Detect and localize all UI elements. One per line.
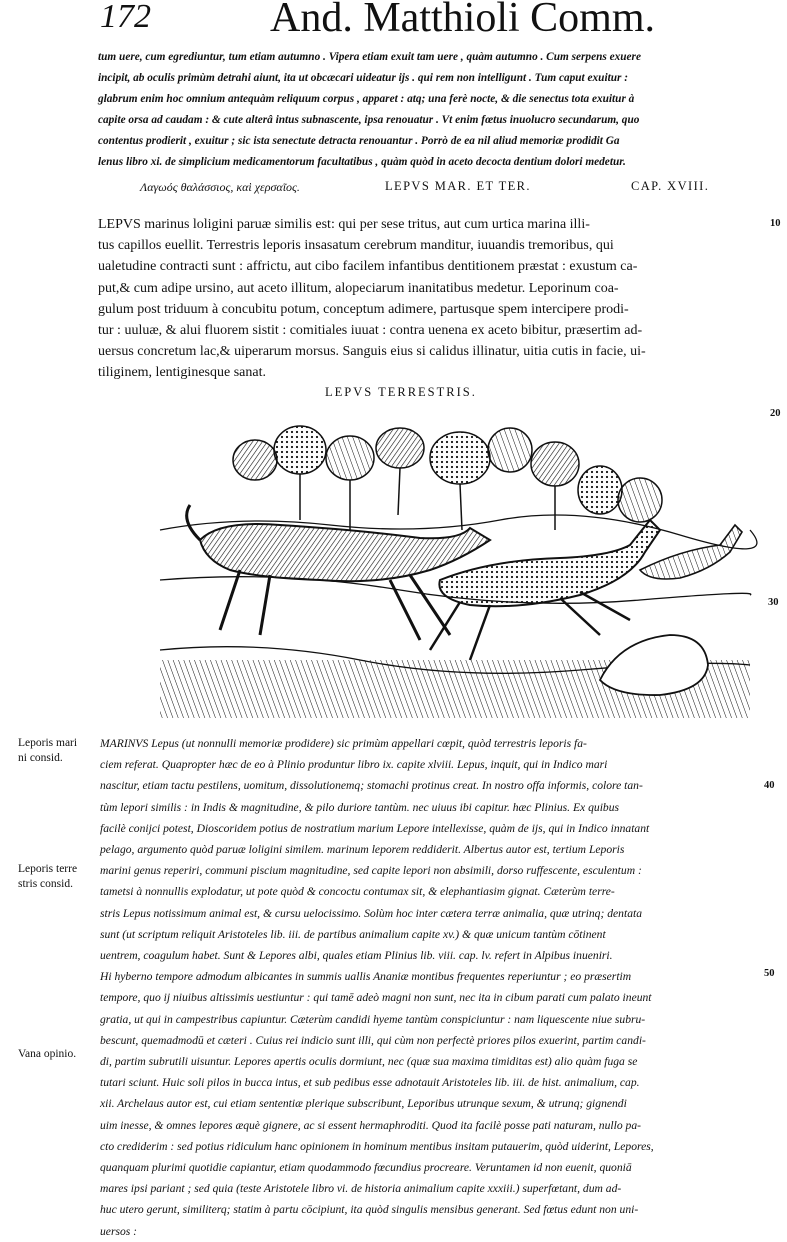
text-line: bescunt, quemadmodū et cæteri . Cuius rei indicio sunt illi, qui cùm non perfectè priores pilos exuerint, partim candi- bbox=[100, 1033, 646, 1047]
top-paragraph bbox=[98, 47, 768, 173]
text-line: contentus prodierit , exuitur ; sic ista senectute detracta renouantur . Porrò de ea nil aliud memoriæ prodidit Ga bbox=[98, 135, 620, 147]
greek-heading: Λαγωός θαλάσσιος, καὶ χερσαῖος. bbox=[140, 180, 300, 194]
running-head: And. Matthioli Comm. bbox=[270, 0, 656, 41]
text-line: uersus concretum lac,& uiperarum morsus. Sanguis eius si calidus illinatur, uitia cutis in facie, ui- bbox=[98, 344, 646, 360]
chapter-title: LEPVS MAR. ET TER. bbox=[385, 179, 531, 193]
text-line: tametsi à nonnullis explodatur, ut pote quòd & concoctu contumax sit, & elephantiasim gignat. Cæterùm terre- bbox=[100, 885, 615, 899]
text-line: tur : uuluæ, & alui fluorem sistit : comitiales iuuat : contra uenena ex aceto bibitur, præsertim ad- bbox=[98, 323, 643, 339]
text-line: nascitur, etiam tactu pestilens, uomitum, dissolutionemq; stomachi protinus creat. In nostro offa informis, colore tan- bbox=[100, 779, 643, 793]
text-line: ciem referat. Quapropter hæc de eo à Plinio produntur libro ix. capite xlviii. Lepus, inquit, qui in Indico mari bbox=[100, 758, 608, 772]
text-line: mares ipsi pariant ; sed quia (teste Aristotele libro vi. de historia animalium capite xxxiii.) superfœtant, dum ad- bbox=[100, 1182, 622, 1196]
text-line: cto crediderim : sed potius ridiculum hanc opinionem in hominum mentibus insitam putauerim, quòd uiderint, Lepores, bbox=[100, 1139, 654, 1153]
text-line: di, partim subrutili uisuntur. Lepores apertis oculis dormiunt, nec (quæ sua maxima timiditas est) alio quàm fuga se bbox=[100, 1055, 638, 1069]
text-line: tum uere, cum egrediuntur, tum etiam autumno . Vipera etiam exuit tam uere , quàm autumno . Cum serpens exuere bbox=[98, 51, 641, 63]
line-number: 50 bbox=[764, 968, 775, 979]
text-line: LEPVS marinus loligini paruæ similis est: qui per sese tritus, aut cum urtica marina illi- bbox=[98, 217, 590, 232]
woodcut-illustration bbox=[160, 420, 750, 718]
text-line: glabrum enim hoc omnium antequàm reliquum corpus , apparet : atq; una ferè nocte, & die senectus tota exuitur à bbox=[98, 93, 635, 105]
illustration-caption: LEPVS TERRESTRIS. bbox=[325, 385, 477, 399]
text-line: put,& cum adipe ursino, aut aceto illitum, alopeciarum inanitatibus medetur. Leporinum coa- bbox=[98, 280, 619, 296]
margin-note-line: Leporis mari bbox=[18, 737, 78, 749]
text-line: uersos : bbox=[100, 1224, 138, 1238]
text-line: tus capillos euellit. Terrestris leporis insasatum cerebrum manditur, iuuandis tremoribus, qui bbox=[98, 238, 614, 254]
text-line: xii. Archelaus autor est, cui etiam sententiæ plerique subscribunt, Leporibus utrunque sexum, & utrunq; gignendi bbox=[100, 1097, 627, 1111]
text-line: lenus libro xi. de simplicium medicamentorum facultatibus , quàm quòd in aceto decocta dentium dolori medetur. bbox=[98, 156, 626, 168]
text-line: marini genus reperiri, communi piscium magnitudine, sed capite lepori non absimili, dorso ruffescente, esculentum : bbox=[100, 864, 642, 878]
main-paragraph bbox=[98, 214, 768, 384]
line-number: 30 bbox=[768, 597, 779, 608]
line-number: 10 bbox=[770, 218, 781, 229]
text-line: sunt (ut scriptum reliquit Aristoteles lib. iii. de partibus animalium capite xv.) & quæ unicum tantùm cōtinent bbox=[100, 927, 606, 941]
margin-note-marini bbox=[18, 736, 77, 766]
text-line: gulum post triduum à concubitu potum, conceptum adimere, partusque spem intercipere prodi- bbox=[98, 301, 629, 317]
text-line: huc utero gerunt, similiterq; statim à partu cōcipiunt, ita quòd singulis mensibus generant. Sed fœtus edunt non uni- bbox=[100, 1203, 639, 1217]
margin-note-line: stris consid. bbox=[18, 878, 73, 890]
text-line: tutari sciunt. Huic soli pilos in bucca intus, et sub pedibus esse adnotauit Aristoteles lib. iii. de hist. animalium, cap. bbox=[100, 1076, 640, 1090]
margin-note-terrestris bbox=[18, 862, 77, 892]
margin-note-line: Vana opinio. bbox=[18, 1048, 77, 1060]
text-line: facilè conijci potest, Dioscoridem potius de nostratium marium Lepore intellexisse, quàm de ijs, qui in Indico innatant bbox=[100, 821, 650, 835]
chapter-number: CAP. XVIII. bbox=[631, 179, 710, 193]
text-line: pelago, argumento quòd paruæ loligini similem. marinum leporem reddiderit. Albertus autor est, tertium Leporis bbox=[100, 843, 625, 857]
line-number: 40 bbox=[764, 780, 775, 791]
margin-note-vana-opinio bbox=[18, 1047, 76, 1062]
chapter-heading bbox=[140, 178, 760, 200]
margin-note-line: Leporis terre bbox=[18, 863, 78, 875]
text-line: gratia, ut qui in campestribus capiuntur. Cæterùm candidi hyeme tantùm conspiciuntur : nam liquescente niue subru- bbox=[100, 1012, 646, 1026]
text-line: tiliginem, lentiginesque sanat. bbox=[98, 365, 266, 381]
page-number: 172 bbox=[100, 0, 151, 35]
commentary-text bbox=[100, 733, 770, 1242]
text-line: ualetudine contracti sunt : affrictu, aut cibo facilem infantibus dentitionem præstat : exustum ca- bbox=[98, 259, 638, 275]
text-line: MARINVS Lepus (ut nonnulli memoriæ prodidere) sic primùm appellari cœpit, quòd terrestris leporis fa- bbox=[100, 737, 587, 750]
text-line: tùm lepori similis : in Indis & magnitudine, & pilo duriore tantùm. nec uiuus ibi capitur. hæc Plinius. Ex quibus bbox=[100, 800, 620, 814]
text-line: uentrem, coagulum habet. Sunt & Lepores albi, quales etiam Plinius lib. viii. cap. lv. refert in Alpibus inueniri. bbox=[100, 949, 613, 963]
line-number: 20 bbox=[770, 408, 781, 419]
text-line: capite orsa ad caudam : & cute alterâ intus subnascente, ipsa renouatur . Vt enim fœtus inuolucro secundarum, quo bbox=[98, 114, 640, 126]
text-line: stris Lepus notissimum animal est, & cursu uelocissimo. Solùm hoc inter cætera terræ animalia, quæ utrinq; dentata bbox=[100, 906, 643, 920]
text-line: uim inesse, & omnes lepores æquè gignere, ac si essent hermaphroditi. Quod ita facilè posse pati naturam, nullo pa- bbox=[100, 1118, 641, 1132]
margin-note-line: ni consid. bbox=[18, 752, 63, 764]
page-header bbox=[100, 0, 760, 44]
text-line: incipit, ab oculis primùm detrahi aiunt, ita ut obcæcari uideatur ijs . qui rem non intelligunt . Tum caput exuitur : bbox=[98, 72, 629, 84]
text-line: Hi hyberno tempore admodum albicantes in summis uallis Ananiæ montibus frequentes reperiuntur ; eo præsertim bbox=[100, 970, 632, 984]
text-line: tempore, quo ij niuibus altissimis uestiuntur : qui tamē adeò magni non sunt, nec ita in cibum parati cum palato ineunt bbox=[100, 991, 652, 1005]
text-line: quanquam plurimi quotidie capiantur, etiam quodammodo fœcundius procreare. Veruntamen id non euenit, quoniā bbox=[100, 1161, 632, 1175]
